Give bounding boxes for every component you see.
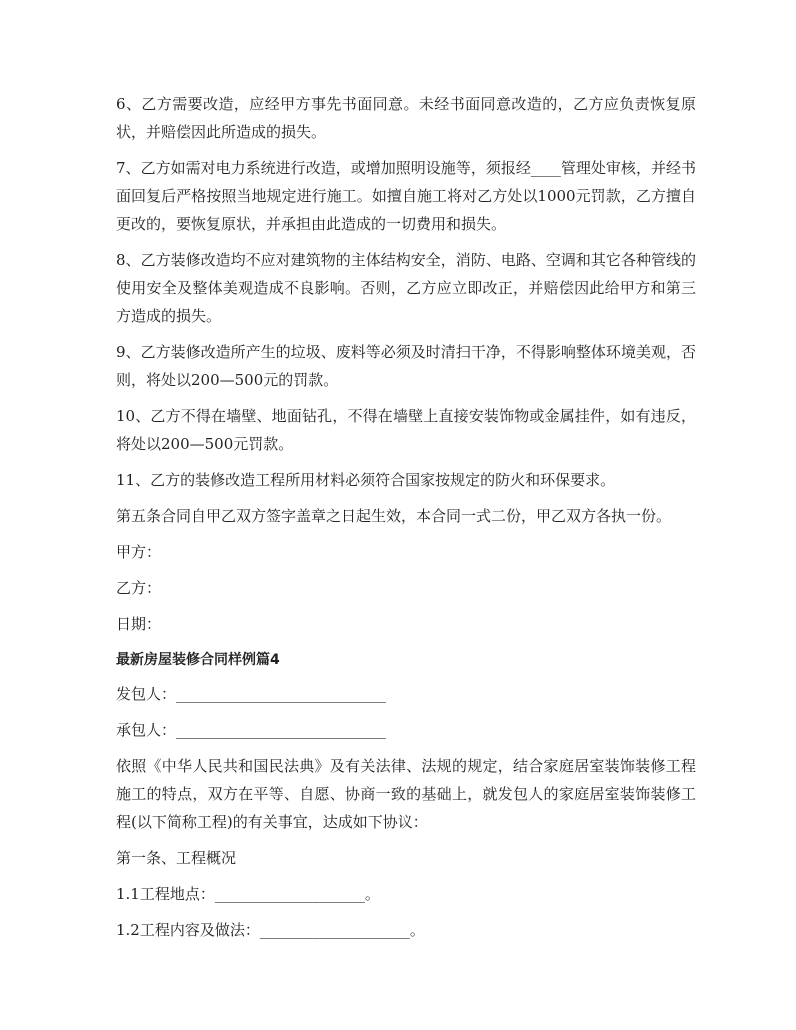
clause-9: 9、乙方装修改造所产生的垃圾、废料等必须及时清扫干净，不得影响整体环境美观，否则，将处以200—500元的罚款。 — [116, 343, 696, 389]
contractor-line: 承包人：____________________________ — [116, 721, 387, 739]
party-a-signature: 甲方： — [116, 543, 162, 561]
party-b-signature: 乙方： — [116, 579, 162, 597]
article-one-title: 第一条、工程概况 — [116, 849, 237, 867]
intro-paragraph: 依照《中华人民共和国民法典》及有关法律、法规的规定，结合家庭居室装饰装修工程施工的特点，双方在平等、自愿、协商一致的基础上，就发包人的家庭居室装饰装修工程(以下简称工程)的有关事宜，达成如下协议： — [116, 757, 696, 831]
clause-6: 6、乙方需要改造，应经甲方事先书面同意。未经书面同意改造的，乙方应负责恢复原状，并赔偿因此所造成的损失。 — [116, 95, 696, 141]
clause-11: 11、乙方的装修改造工程所用材料必须符合国家按规定的防火和环保要求。 — [116, 471, 616, 489]
signature-date: 日期： — [116, 615, 162, 633]
article-5: 第五条合同自甲乙双方签字盖章之日起生效，本合同一式二份，甲乙双方各执一份。 — [116, 507, 672, 525]
clause-7: 7、乙方如需对电力系统进行改造，或增加照明设施等，须报经____管理处审核，并经书面回复后严格按照当地规定进行施工。如擅自施工将对乙方处以1000元罚款，乙方擅自更改的，要恢复原状，并承担由此造成的一切费用和损失。 — [116, 159, 696, 233]
clause-10: 10、乙方不得在墙壁、地面钻孔，不得在墙壁上直接安装饰物或金属挂件，如有违反，将处以200—500元罚款。 — [116, 407, 696, 453]
document-page — [116, 90, 696, 952]
section-heading: 最新房屋装修合同样例篇4 — [116, 652, 280, 668]
project-location: 1.1工程地点：____________________。 — [116, 885, 380, 903]
employer-line: 发包人：____________________________ — [116, 685, 387, 703]
project-content: 1.2工程内容及做法：____________________。 — [116, 921, 425, 939]
clause-8: 8、乙方装修改造均不应对建筑物的主体结构安全，消防、电路、空调和其它各种管线的使用安全及整体美观造成不良影响。否则，乙方应立即改正，并赔偿因此给甲方和第三方造成的损失。 — [116, 251, 696, 325]
